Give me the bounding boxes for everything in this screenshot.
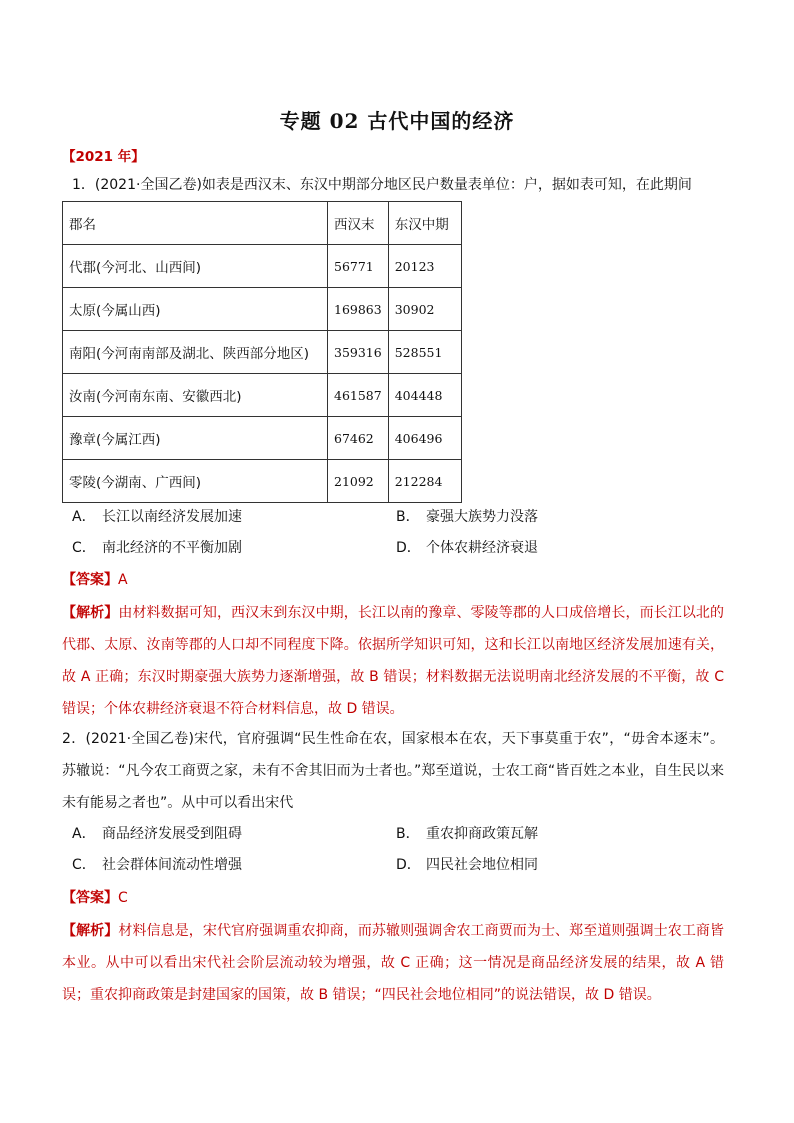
question-1-explanation: 【解析】由材料数据可知，西汉末到东汉中期，长江以南的豫章、零陵等郡的人口成倍增长，而长江以北的代郡、太原、汝南等郡的人口却不同程度下降。依据所学知识可知，这和长江以南地区经济发展加速有关，故 A 正确；东汉时期豪强大族势力逐渐增强，故 B 错误；材料数据无法说明南北经济发展的不平衡，故 C 错误；个体农耕经济衰退不符合材料信息，故 D 错误。: [62, 605, 725, 717]
option-c[interactable]: C． 南北经济的不平衡加剧: [72, 540, 242, 556]
table-row: [63, 288, 462, 331]
table-row: [63, 245, 462, 288]
table-cell: 21092: [328, 460, 389, 503]
question-2-options: [72, 819, 732, 881]
question-2-stem: 2．(2021·全国乙卷)宋代，官府强调“民生性命在农，国家根本在农，天下事莫重于农”，“毋舍本逐末”。苏辙说：“凡今农工商贾之家，未有不舍其旧而为士者也。”郑至道说，士农工商“皆百姓之本业，自生民以来未有能易之者也”。从中可以看出宋代: [62, 731, 724, 811]
year-section-heading: 【2021 年】: [62, 149, 145, 165]
table-cell: 零陵(今湖南、广西间): [63, 460, 328, 503]
option-b[interactable]: B． 豪强大族势力没落: [396, 509, 538, 525]
option-a[interactable]: A． 长江以南经济发展加速: [72, 509, 242, 525]
table-cell: 20123: [388, 245, 461, 288]
option-d[interactable]: D． 四民社会地位相同: [396, 857, 538, 873]
table-cell: 56771: [328, 245, 389, 288]
table-header-cell: 西汉末: [328, 202, 389, 245]
table-row: [63, 460, 462, 503]
option-d[interactable]: D． 个体农耕经济衰退: [396, 540, 538, 556]
table-header-row: [63, 202, 462, 245]
table-header-cell: 东汉中期: [388, 202, 461, 245]
table-cell: 豫章(今属江西): [63, 417, 328, 460]
question-2-explanation: 【解析】材料信息是，宋代官府强调重农抑商，而苏辙则强调舍农工商贾而为士、郑至道则强调士农工商皆本业。从中可以看出宋代社会阶层流动较为增强，故 C 正确；这一情况是商品经济发展的结果，故 A 错误；重农抑商政策是封建国家的国策，故 B 错误；“四民社会地位相同”的说法错误，故 D 错误。: [62, 923, 725, 1003]
table-cell: 代郡(今河北、山西间): [63, 245, 328, 288]
table-cell: 汝南(今河南东南、安徽西北): [63, 374, 328, 417]
table-cell: 太原(今属山西): [63, 288, 328, 331]
table-cell: 406496: [388, 417, 461, 460]
page-title: 专题 02 古代中国的经济: [279, 109, 515, 133]
question-2-answer: 【答案】C: [62, 890, 128, 906]
option-c[interactable]: C． 社会群体间流动性增强: [72, 857, 242, 873]
question-1-stem: 1．(2021·全国乙卷)如表是西汉末、东汉中期部分地区民户数量表单位：户，据如表可知，在此期间: [72, 177, 692, 193]
question-1-options: [72, 502, 732, 564]
table-cell: 南阳(今河南南部及湖北、陕西部分地区): [63, 331, 328, 374]
table-cell: 169863: [328, 288, 389, 331]
table-header-cell: 郡名: [63, 202, 328, 245]
table-row: [63, 374, 462, 417]
table-row: [63, 331, 462, 374]
household-data-table: [62, 201, 462, 503]
table-cell: 30902: [388, 288, 461, 331]
table-cell: 359316: [328, 331, 389, 374]
table-cell: 67462: [328, 417, 389, 460]
option-a[interactable]: A． 商品经济发展受到阻碍: [72, 826, 242, 842]
table-row: [63, 417, 462, 460]
table-cell: 212284: [388, 460, 461, 503]
table-cell: 404448: [388, 374, 461, 417]
option-b[interactable]: B． 重农抑商政策瓦解: [396, 826, 538, 842]
question-1-answer: 【答案】A: [62, 572, 128, 588]
table-cell: 461587: [328, 374, 389, 417]
table-cell: 528551: [388, 331, 461, 374]
